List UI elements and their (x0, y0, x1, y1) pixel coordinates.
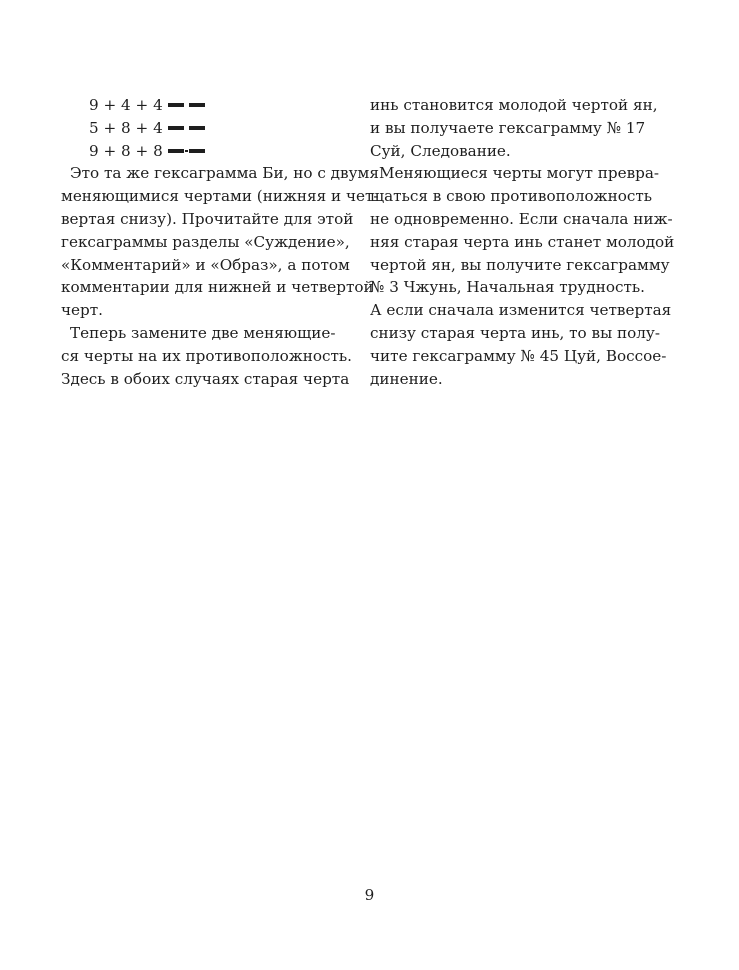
text-line: не одновременно. Если сначала ниж- (370, 209, 673, 228)
formula-row (61, 117, 361, 140)
text-line: вертая снизу). Прочитайте для этой (61, 209, 354, 228)
text-line: Здесь в обоих случаях старая черта (61, 369, 350, 388)
text-line: динение. (370, 369, 443, 388)
text-line: Суй, Следование. (370, 141, 511, 160)
formula-expression: 9 + 8 + 8 (89, 141, 163, 160)
page-number: 9 (364, 886, 375, 904)
text-line: гексаграммы разделы «Суждение», (61, 232, 350, 251)
changing-line-icon (168, 147, 206, 155)
text-line: «Комментарий» и «Образ», а потом (61, 255, 350, 274)
formula-row (61, 140, 361, 163)
paragraph-continuation (370, 94, 672, 162)
formula-expression: 5 + 8 + 4 (89, 118, 163, 137)
text-line: комментарии для нижней и четвертой (61, 278, 374, 297)
text-line: меняющимися чертами (нижняя и чет- (61, 187, 379, 206)
text-line: инь становится молодой чертой ян, (370, 96, 658, 114)
text-line: № 3 Чжунь, Начальная трудность. (370, 278, 645, 297)
formula-row (61, 94, 361, 117)
text-line: чертой ян, вы получите гексаграмму (370, 255, 670, 274)
text-line: и вы получаете гексаграмму № 17 (370, 118, 646, 137)
text-line: Теперь замените две меняющие- (70, 323, 336, 342)
paragraph-changing-lines (370, 162, 675, 390)
text-line: няя старая черта инь станет молодой (370, 232, 675, 251)
text-line: снизу старая черта инь, то вы полу- (370, 323, 660, 342)
text-line: Меняющиеся черты могут превра- (379, 164, 660, 183)
broken-line-icon (168, 124, 206, 132)
text-line: А если сначала изменится четвертая (370, 301, 672, 320)
right-column (370, 94, 675, 390)
formula-expression: 9 + 4 + 4 (89, 96, 163, 114)
paragraph-replace-lines (61, 322, 361, 390)
text-line: щаться в свою противоположность (370, 187, 653, 206)
left-column (61, 94, 379, 390)
text-line: Это та же гексаграмма Би, но с двумя (70, 164, 379, 183)
text-line: чите гексаграмму № 45 Цуй, Воссое- (370, 346, 667, 365)
text-line: ся черты на их противоположность. (61, 346, 353, 365)
paragraph-hexagram-bi (61, 162, 379, 322)
text-line: черт. (61, 301, 103, 320)
broken-line-icon (168, 101, 206, 109)
